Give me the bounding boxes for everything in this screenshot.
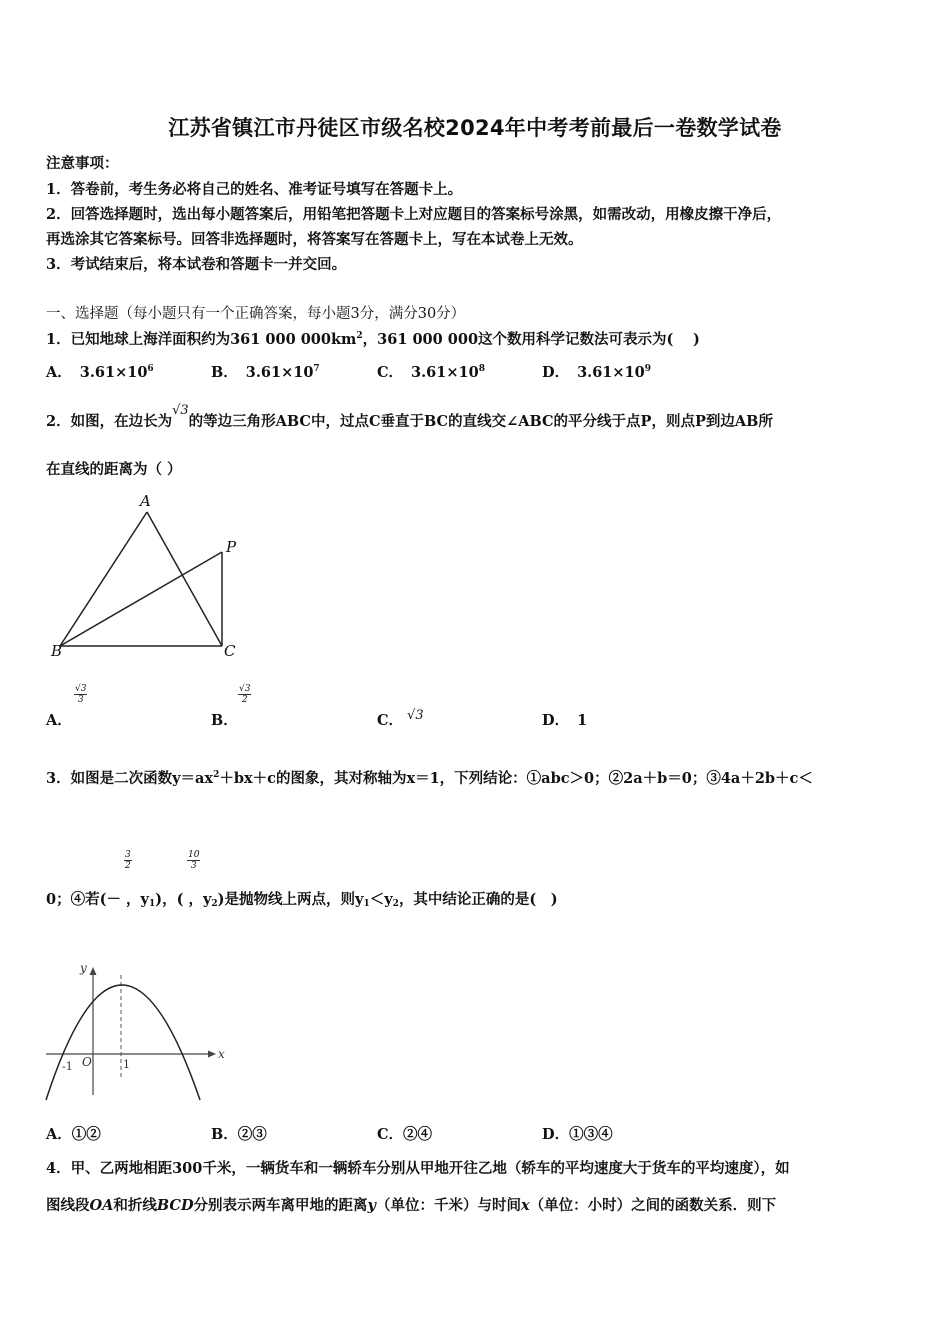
q2-option-a-num: √3 [75,684,87,694]
q3-option-c[interactable] [377,1123,432,1144]
q2-option-b-den: 2 [241,695,248,705]
q3-option-c-value: ②④ [403,1126,433,1143]
q3-sub-1: 1 [148,899,156,909]
q2-option-c-label: C． [377,712,404,729]
notice-heading: 注意事项： [46,155,119,172]
q3-option-a-value: ①② [71,1126,101,1143]
q3-text-c5: ，其中结论正确的是( ) [398,891,558,908]
q1-option-c[interactable] [377,361,485,382]
q3-option-b[interactable] [211,1123,267,1144]
section-heading: 一、选择题（每小题只有一个正确答案，每小题3分，满分30分） [46,306,466,322]
q3-option-c-label: C． [377,1126,404,1143]
label-c: C [224,642,236,660]
notice-item-3: 3．考试结束后，将本试卷和答题卡一并交回。 [46,256,347,273]
y-axis-label: y [80,961,87,975]
q2-option-d-label: D． [542,712,570,729]
q2-option-a-label: A． [46,712,72,729]
q3-sub-3: 1 [363,899,370,909]
q4-bcd: BCD [156,1197,194,1214]
q1-option-a[interactable] [46,361,154,382]
tick-one: 1 [123,1058,130,1071]
q4-line2-e: （单位：小时）之间的函数关系．则下 [529,1197,777,1214]
q3-frac-2 [187,850,200,871]
q4-yvar: y [367,1197,376,1214]
q2-option-a-den: 3 [77,695,84,705]
q2-option-d[interactable] [542,709,587,730]
notice-item-2-cont: 再选涂其它答案标号。回答非选择题时，将答案写在答题卡上，写在本试卷上无效。 [46,231,583,248]
tick-neg-one: -1 [62,1060,73,1073]
x-axis-label: x [218,1047,225,1061]
q3-frac-2-den: 3 [190,861,197,871]
page-title: 江苏省镇江市丹徒区市级名校2024年中考考前最后一卷数学试卷 [168,116,782,140]
q3-option-d-value: ①③④ [569,1126,613,1143]
q1-option-b-exp: 7 [313,364,320,374]
q2-option-b-label: B． [211,712,238,729]
q2-option-a[interactable] [46,709,72,730]
q2-option-b-num: √3 [239,684,251,694]
q4-text-line1: 4．甲、乙两地相距300千米，一辆货车和一辆轿车分别从甲地开往乙地（轿车的平均速度大于货车的平均速度），如 [46,1160,790,1177]
q1-text [46,328,700,349]
q1-option-b-label: B． [211,364,238,381]
q1-option-d-base: 3.61×10 [577,364,645,381]
q4-xvar: x [520,1197,530,1214]
q2-option-a-fraction [74,684,87,705]
q3-option-d[interactable] [542,1123,613,1144]
q4-oa: OA [89,1197,114,1214]
q2-text-b: 的等边三角形ABC中，过点C垂直于BC的直线交∠ABC的平分线于点P，则点P到边AB所 [188,413,773,430]
q2-text-a: 2．如图，在边长为 [46,413,173,430]
q3-parabola-figure [40,955,230,1105]
q4-line2-d: （单位：千米）与时间 [375,1197,521,1214]
label-a: A [140,492,151,510]
q1-option-d-label: D． [542,364,570,381]
q1-option-a-base: 3.61×10 [79,364,148,381]
q3-text-c3: )是抛物线上两点，则y [217,891,364,908]
q1-option-b[interactable] [211,361,320,382]
q3-text-a: 3．如图是二次函数y＝ax [46,770,214,787]
q3-text-c1: 0；④若(－ ，y [46,891,149,908]
segment-ac [147,512,222,646]
segment-ab [60,512,147,646]
q3-frac-2-num: 10 [188,850,200,860]
q3-frac-1 [124,850,132,871]
q3-text-b: ＋bx＋c的图象，其对称轴为x＝1，下列结论：①abc＞0；②2a＋b＝0；③4a＋2b＋c＜ [219,770,813,787]
q2-text-cont: 在直线的距离为（ ） [46,461,182,478]
q4-text-line2 [46,1194,776,1215]
notice-item-1: 1．答卷前，考生务必将自己的姓名、准考证号填写在答题卡上。 [46,181,463,198]
q3-text-cont [46,888,558,909]
q2-option-c-value: √3 [407,708,424,723]
q1-option-b-base: 3.61×10 [245,364,314,381]
q2-text [46,403,773,431]
notice-item-2: 2．回答选择题时，选出每小题答案后，用铅笔把答题卡上对应题目的答案标号涂黑，如需改动，用橡皮擦干净后， [46,206,782,223]
q4-line2-c: 分别表示两车离甲地的距离 [193,1197,368,1214]
origin-label: O [82,1055,92,1069]
q1-option-a-label: A． [46,364,72,381]
x-axis-arrow [208,1051,216,1058]
q3-text-c2: )，( ，y [155,891,212,908]
q1-option-d-exp: 9 [644,364,651,374]
q1-option-a-exp: 6 [147,364,154,374]
q2-triangle-figure [40,488,250,668]
q4-line2-a: 图线段 [46,1197,90,1214]
q3-sup: 2 [213,770,220,780]
q1-sup: 2 [356,331,363,341]
q4-line2-b: 和折线 [113,1197,157,1214]
q1-text-b: ，361 000 000这个数用科学记数法可表示为( ) [362,331,700,348]
y-axis-arrow [90,967,97,975]
q2-option-b[interactable] [211,709,238,730]
parabola-curve [46,985,200,1100]
q2-option-c[interactable] [377,709,424,730]
segment-bp [60,552,222,646]
q2-option-d-value: 1 [577,712,588,729]
q3-option-b-value: ②③ [237,1126,267,1143]
q2-radical: √3 [172,403,189,418]
label-p: P [226,538,237,556]
q3-sub-2: 2 [211,899,218,909]
q1-option-c-base: 3.61×10 [411,364,479,381]
label-b: B [51,642,63,660]
q1-option-d[interactable] [542,361,651,382]
q2-option-b-fraction [238,684,251,705]
q1-text-a: 1．已知地球上海洋面积约为361 000 000km [46,331,357,348]
q3-text-c4: ＜y [369,891,393,908]
q3-option-b-label: B． [211,1126,238,1143]
q3-frac-1-num: 3 [125,850,131,860]
q3-sub-4: 2 [392,899,399,909]
q1-option-c-label: C． [377,364,404,381]
q3-option-a[interactable] [46,1123,101,1144]
q3-text [46,767,813,788]
q3-option-a-label: A． [46,1126,72,1143]
q3-option-d-label: D． [542,1126,570,1143]
q3-frac-1-den: 2 [125,861,131,871]
q1-option-c-exp: 8 [478,364,485,374]
